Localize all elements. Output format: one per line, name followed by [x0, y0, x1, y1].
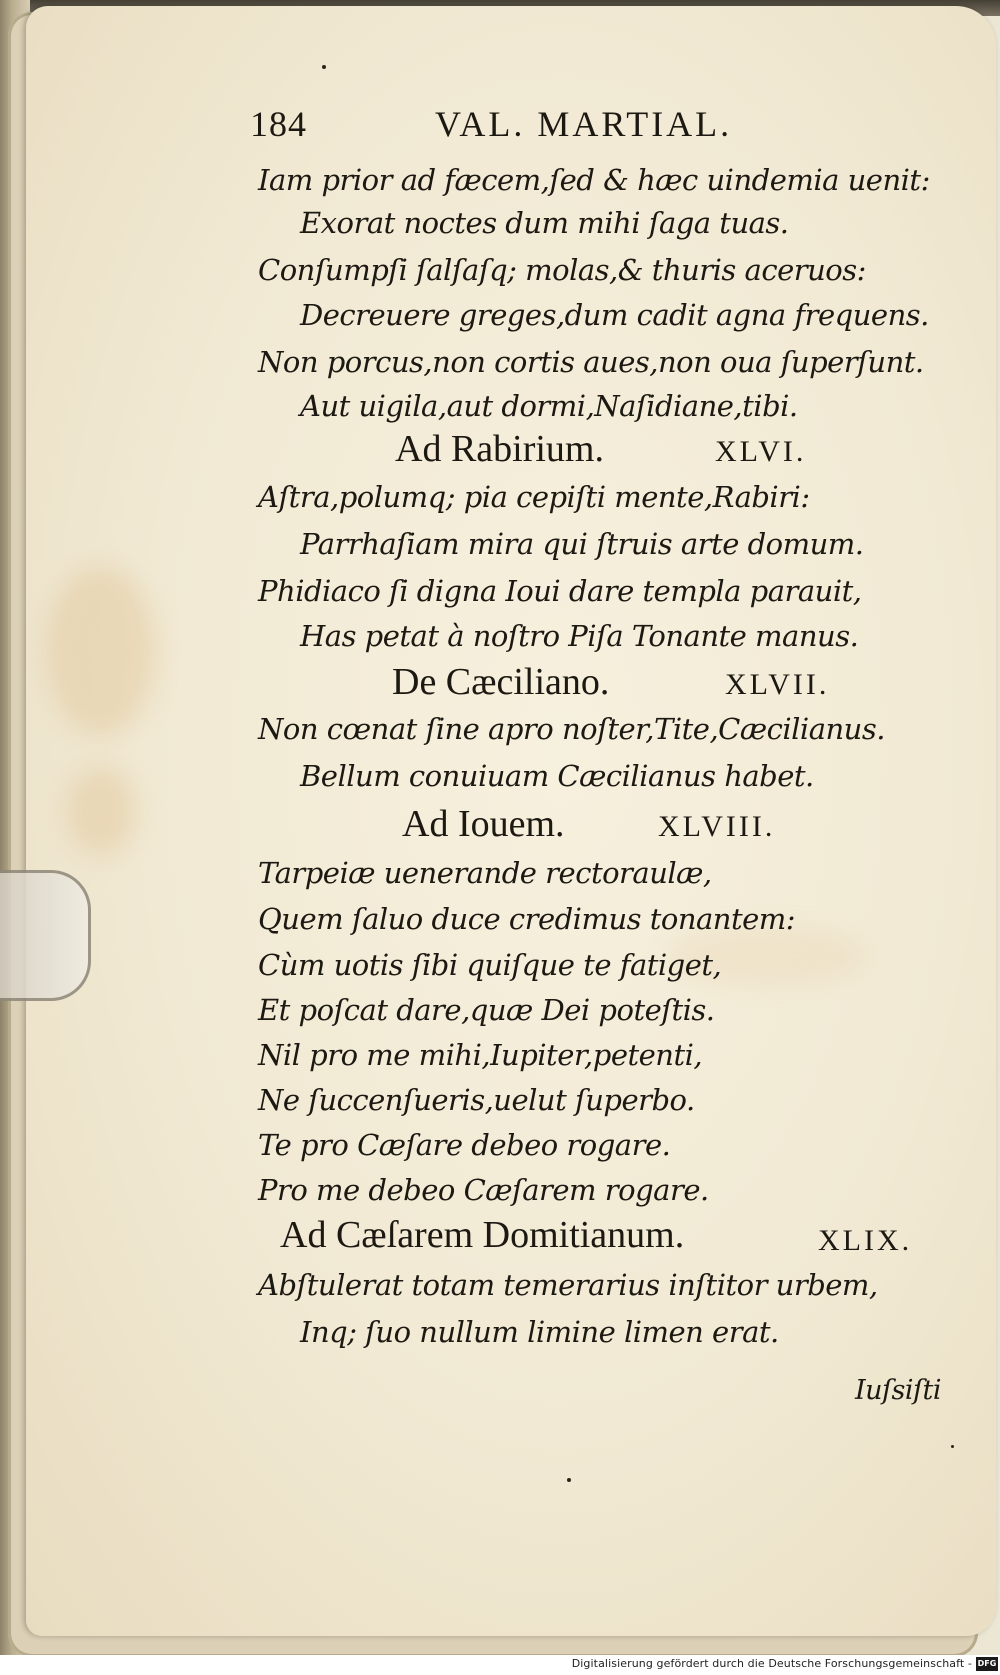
dfg-logo: DFG — [976, 1657, 998, 1671]
print-speck — [322, 65, 326, 69]
verse-line: Non porcus,non cortis aues,non oua ſuperſunt. — [258, 345, 924, 379]
epigram-numeral: XLVI. — [715, 435, 807, 468]
verse-line: Non cœnat ſine apro noſter,Tite,Cæcilianus. — [258, 712, 885, 746]
verse-line: Conſumpſi ſalſaſq; molas,& thuris aceruos: — [258, 253, 866, 287]
verse-line: Inq; ſuo nullum limine limen erat. — [300, 1315, 779, 1349]
verse-line: Aſtra,polumq; pia cepiſti mente,Rabiri: — [258, 480, 810, 514]
print-speck — [567, 1478, 571, 1482]
epigram-numeral: XLVII. — [725, 668, 830, 701]
epigram-title: Ad Iouem. — [402, 803, 565, 845]
paper-stain — [46, 566, 156, 736]
verse-line: Phidiaco ſi digna Ioui dare templa parauit, — [258, 574, 862, 608]
paper-stain — [66, 766, 136, 856]
verse-line: Cùm uotis ſibi quiſque te fatiget, — [258, 948, 722, 982]
verse-line: Pro me debeo Cæſarem rogare. — [258, 1173, 709, 1207]
epigram-numeral: XLVIII. — [658, 810, 776, 843]
epigram-title: De Cæciliano. — [392, 661, 610, 703]
running-title: VAL. MARTIAL. — [435, 104, 733, 144]
verse-line: Has petat à noſtro Piſa Tonante manus. — [300, 619, 859, 653]
epigram-numeral: XLIX. — [818, 1224, 913, 1257]
verse-line: Abſtulerat totam temerarius inſtitor urbem, — [258, 1268, 878, 1302]
epigram-title: Ad Rabirium. — [395, 428, 604, 470]
verse-line: Iam prior ad fæcem,ſed & hæc uindemia uenit: — [258, 163, 930, 197]
verse-line: Nil pro me mihi,Iupiter,petenti, — [258, 1038, 703, 1072]
verse-line: Tarpeiæ uenerande rectoraulæ, — [258, 856, 712, 890]
verse-line: Parrhaſiam mira qui ſtruis arte domum. — [300, 527, 864, 561]
verse-line: Exorat noctes dum mihi ſaga tuas. — [300, 206, 789, 240]
page-number: 184 — [250, 104, 307, 144]
verse-line: Ne ſuccenſueris,uelut ſuperbo. — [258, 1083, 695, 1117]
verse-line: Bellum conuiuam Cæcilianus habet. — [300, 759, 814, 793]
verse-line: Quem ſaluo duce credimus tonantem: — [258, 902, 796, 936]
digitization-credit: Digitalisierung gefördert durch die Deutsche Forschungsgemeinschaft - — [571, 1657, 972, 1670]
page-clip — [0, 870, 91, 1001]
verse-line: Aut uigila,aut dormi,Naſidiane,tibi. — [300, 389, 798, 423]
print-speck — [951, 1445, 954, 1448]
verse-line: Decreuere greges,dum cadit agna frequens. — [300, 298, 929, 332]
verse-line: Et poſcat dare,quæ Dei poteſtis. — [258, 993, 715, 1027]
epigram-title: Ad Cæſarem Domitianum. — [280, 1214, 685, 1256]
verse-line: Te pro Cæſare debeo rogare. — [258, 1128, 671, 1162]
catchword: Iuſsiſti — [855, 1375, 942, 1406]
